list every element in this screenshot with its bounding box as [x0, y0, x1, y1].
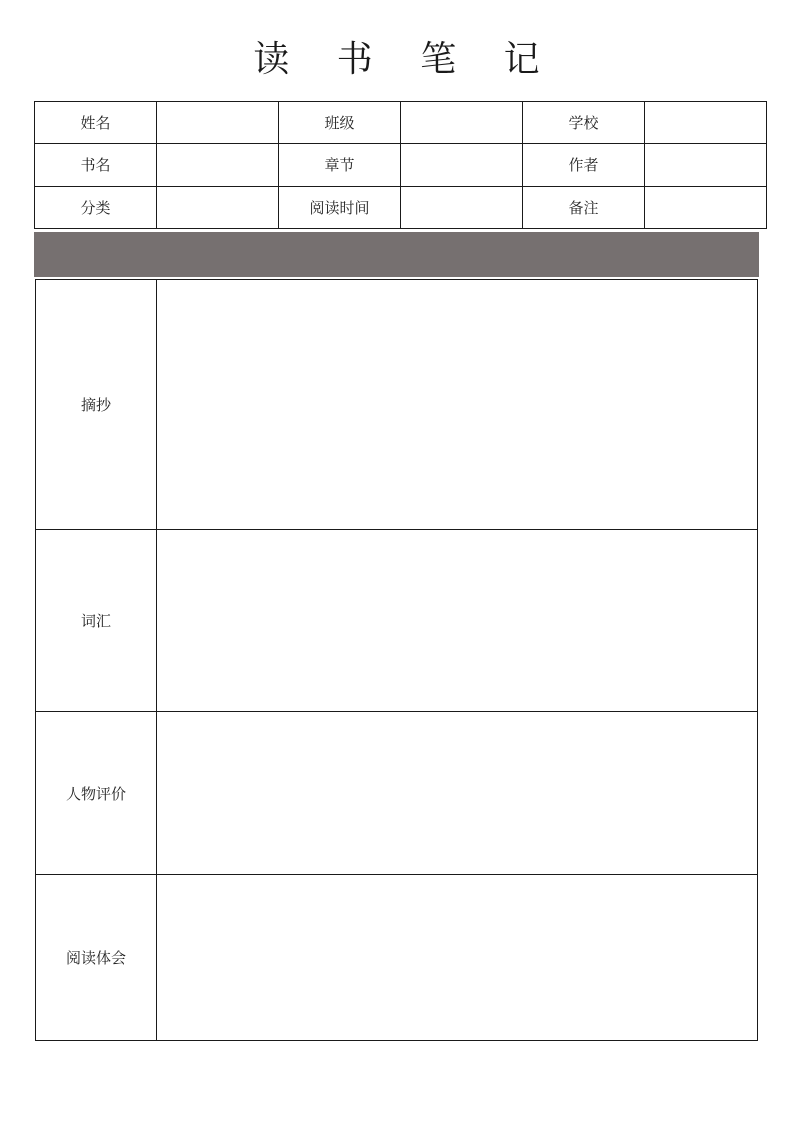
character-review-label: 人物评价	[36, 712, 157, 875]
remarks-field[interactable]	[645, 186, 767, 228]
info-row-1	[35, 102, 767, 144]
notes-table	[35, 279, 758, 1041]
reading-reflection-row	[36, 875, 758, 1041]
info-row-3	[35, 186, 767, 228]
remarks-label: 备注	[523, 186, 645, 228]
excerpt-area[interactable]	[157, 280, 758, 530]
name-label: 姓名	[35, 102, 157, 144]
category-field[interactable]	[157, 186, 279, 228]
chapter-label: 章节	[279, 144, 401, 186]
author-field[interactable]	[645, 144, 767, 186]
page-title: 读 书 笔 记	[253, 39, 558, 80]
reading-reflection-label: 阅读体会	[36, 875, 157, 1041]
info-row-2	[35, 144, 767, 186]
reading-time-field[interactable]	[401, 186, 523, 228]
class-field[interactable]	[401, 102, 523, 144]
book-title-label: 书名	[35, 144, 157, 186]
character-review-area[interactable]	[157, 712, 758, 875]
vocabulary-area[interactable]	[157, 530, 758, 712]
character-review-row	[36, 712, 758, 875]
info-table	[34, 101, 767, 229]
chapter-field[interactable]	[401, 144, 523, 186]
vocabulary-row	[36, 530, 758, 712]
school-label: 学校	[523, 102, 645, 144]
reading-time-label: 阅读时间	[279, 186, 401, 228]
school-field[interactable]	[645, 102, 767, 144]
section-banner	[34, 232, 759, 277]
name-field[interactable]	[157, 102, 279, 144]
reading-reflection-area[interactable]	[157, 875, 758, 1041]
author-label: 作者	[523, 144, 645, 186]
excerpt-row	[36, 280, 758, 530]
excerpt-label: 摘抄	[36, 280, 157, 530]
category-label: 分类	[35, 186, 157, 228]
book-title-field[interactable]	[157, 144, 279, 186]
vocabulary-label: 词汇	[36, 530, 157, 712]
class-label: 班级	[279, 102, 401, 144]
